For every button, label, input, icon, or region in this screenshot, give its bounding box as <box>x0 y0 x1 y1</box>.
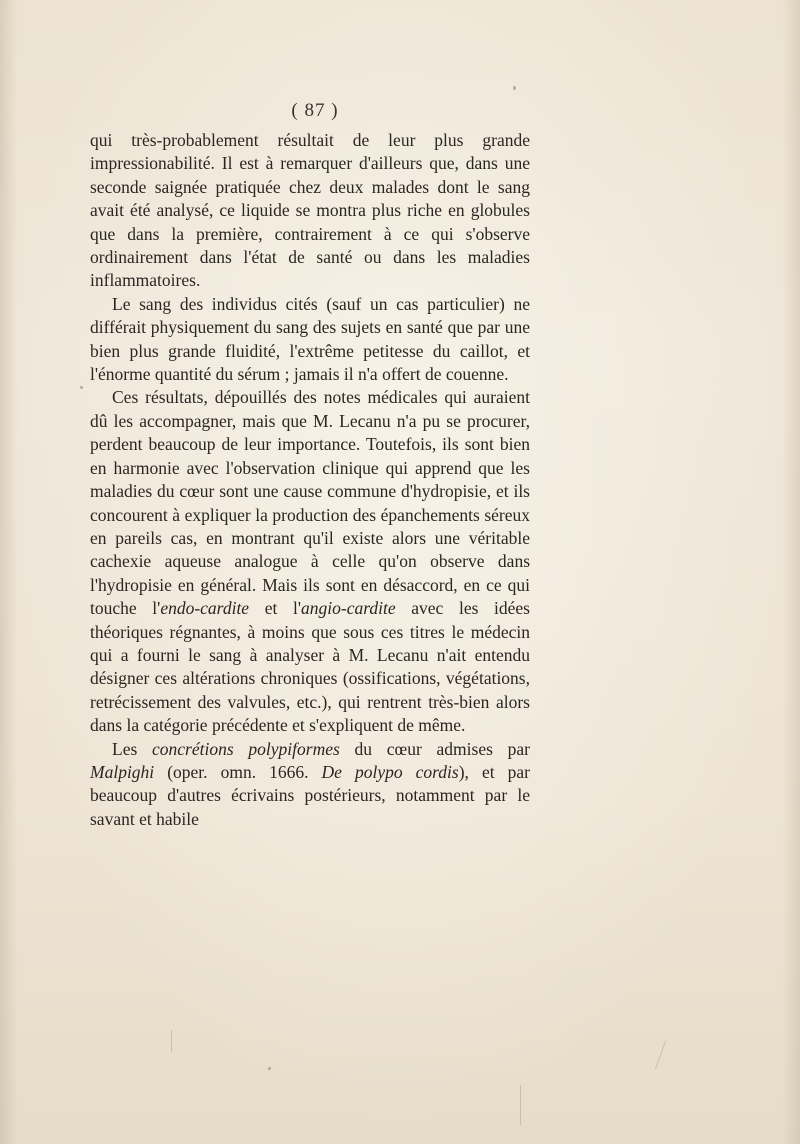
text-segment: (oper. omn. 1666. <box>154 761 322 782</box>
paper-crease <box>655 1041 666 1070</box>
text-segment: Ces résultats, dépouillés des notes médicales qui auraient dû les accompagner, mais que M. Lecanu n'a pu se procurer, perdent beaucoup de leur importance. Toutefois, ils sont bien en harmonie avec l'observation clinique qui apprend que les maladies du cœur sont une cause commune d'hydropisie, et ils concourent à expliquer la production des épanchements séreux en pareils cas, en montrant qu'il existe alors une véritable cachexie aqueuse analogue à celle qu'on observe dans l'hydropisie en général. Mais ils sont en désaccord, en ce qui touche l' <box>90 387 530 619</box>
text-segment: Les <box>112 738 153 759</box>
body-text <box>90 129 530 831</box>
page-edge-shadow-left <box>0 0 18 1144</box>
text-segment: et l' <box>249 598 302 619</box>
text-segment: ), et par beaucoup d'autres écrivains postérieurs, notamment par le savant et habile <box>90 761 530 829</box>
italic-title-de-polypo-cordis: De polypo cordis <box>321 761 459 782</box>
text-segment: qui très-probablement résultait de leur plus grande impressionabilité. Il est à remarquer d'ailleurs que, dans une seconde saignée pratiquée chez deux malades dont le sang avait été analysé, ce liquide se montra plus riche en globules que dans la première, contrairement à ce qui s'observe ordinairement dans l'état de santé ou dans les maladies inflammatoires. <box>90 130 530 291</box>
paragraph-1 <box>90 129 530 293</box>
italic-name-malpighi: Malpighi <box>90 761 155 782</box>
italic-term-endo-cardite: endo-cardite <box>160 598 250 619</box>
italic-term-concretions: concrétions polypiformes <box>152 738 340 759</box>
paper-crease <box>520 1085 521 1125</box>
text-segment: Le sang des individus cités (sauf un cas particulier) ne différait physiquement du sang des sujets en santé que par une bien plus grande fluidité, l'extrême petitesse du caillot, et l'énorme quantité du sérum ; jamais il n'a offert de couenne. <box>90 293 530 385</box>
italic-term-angio-cardite: angio-cardite <box>301 598 396 619</box>
text-segment: avec les idées théoriques régnantes, à moins que sous ces titres le médecin qui a fourni le sang à analyser à M. Lecanu n'ait entendu désigner ces altérations chroniques (ossifications, végétations, retrécissement des valvules, etc.), qui rentrent très-bien alors dans la catégorie précédente et s'expliquent de même. <box>90 598 530 736</box>
page-edge-shadow-right <box>782 0 800 1144</box>
paper-speck <box>80 386 83 389</box>
paragraph-3 <box>90 386 530 737</box>
paper-speck <box>513 86 516 90</box>
paragraph-2 <box>90 293 530 387</box>
page-number: ( 87 ) <box>291 100 339 121</box>
text-segment: du cœur admises par <box>339 738 530 759</box>
paper-speck <box>268 1067 271 1070</box>
paragraph-4 <box>90 738 530 832</box>
paper-crease <box>171 1030 172 1052</box>
